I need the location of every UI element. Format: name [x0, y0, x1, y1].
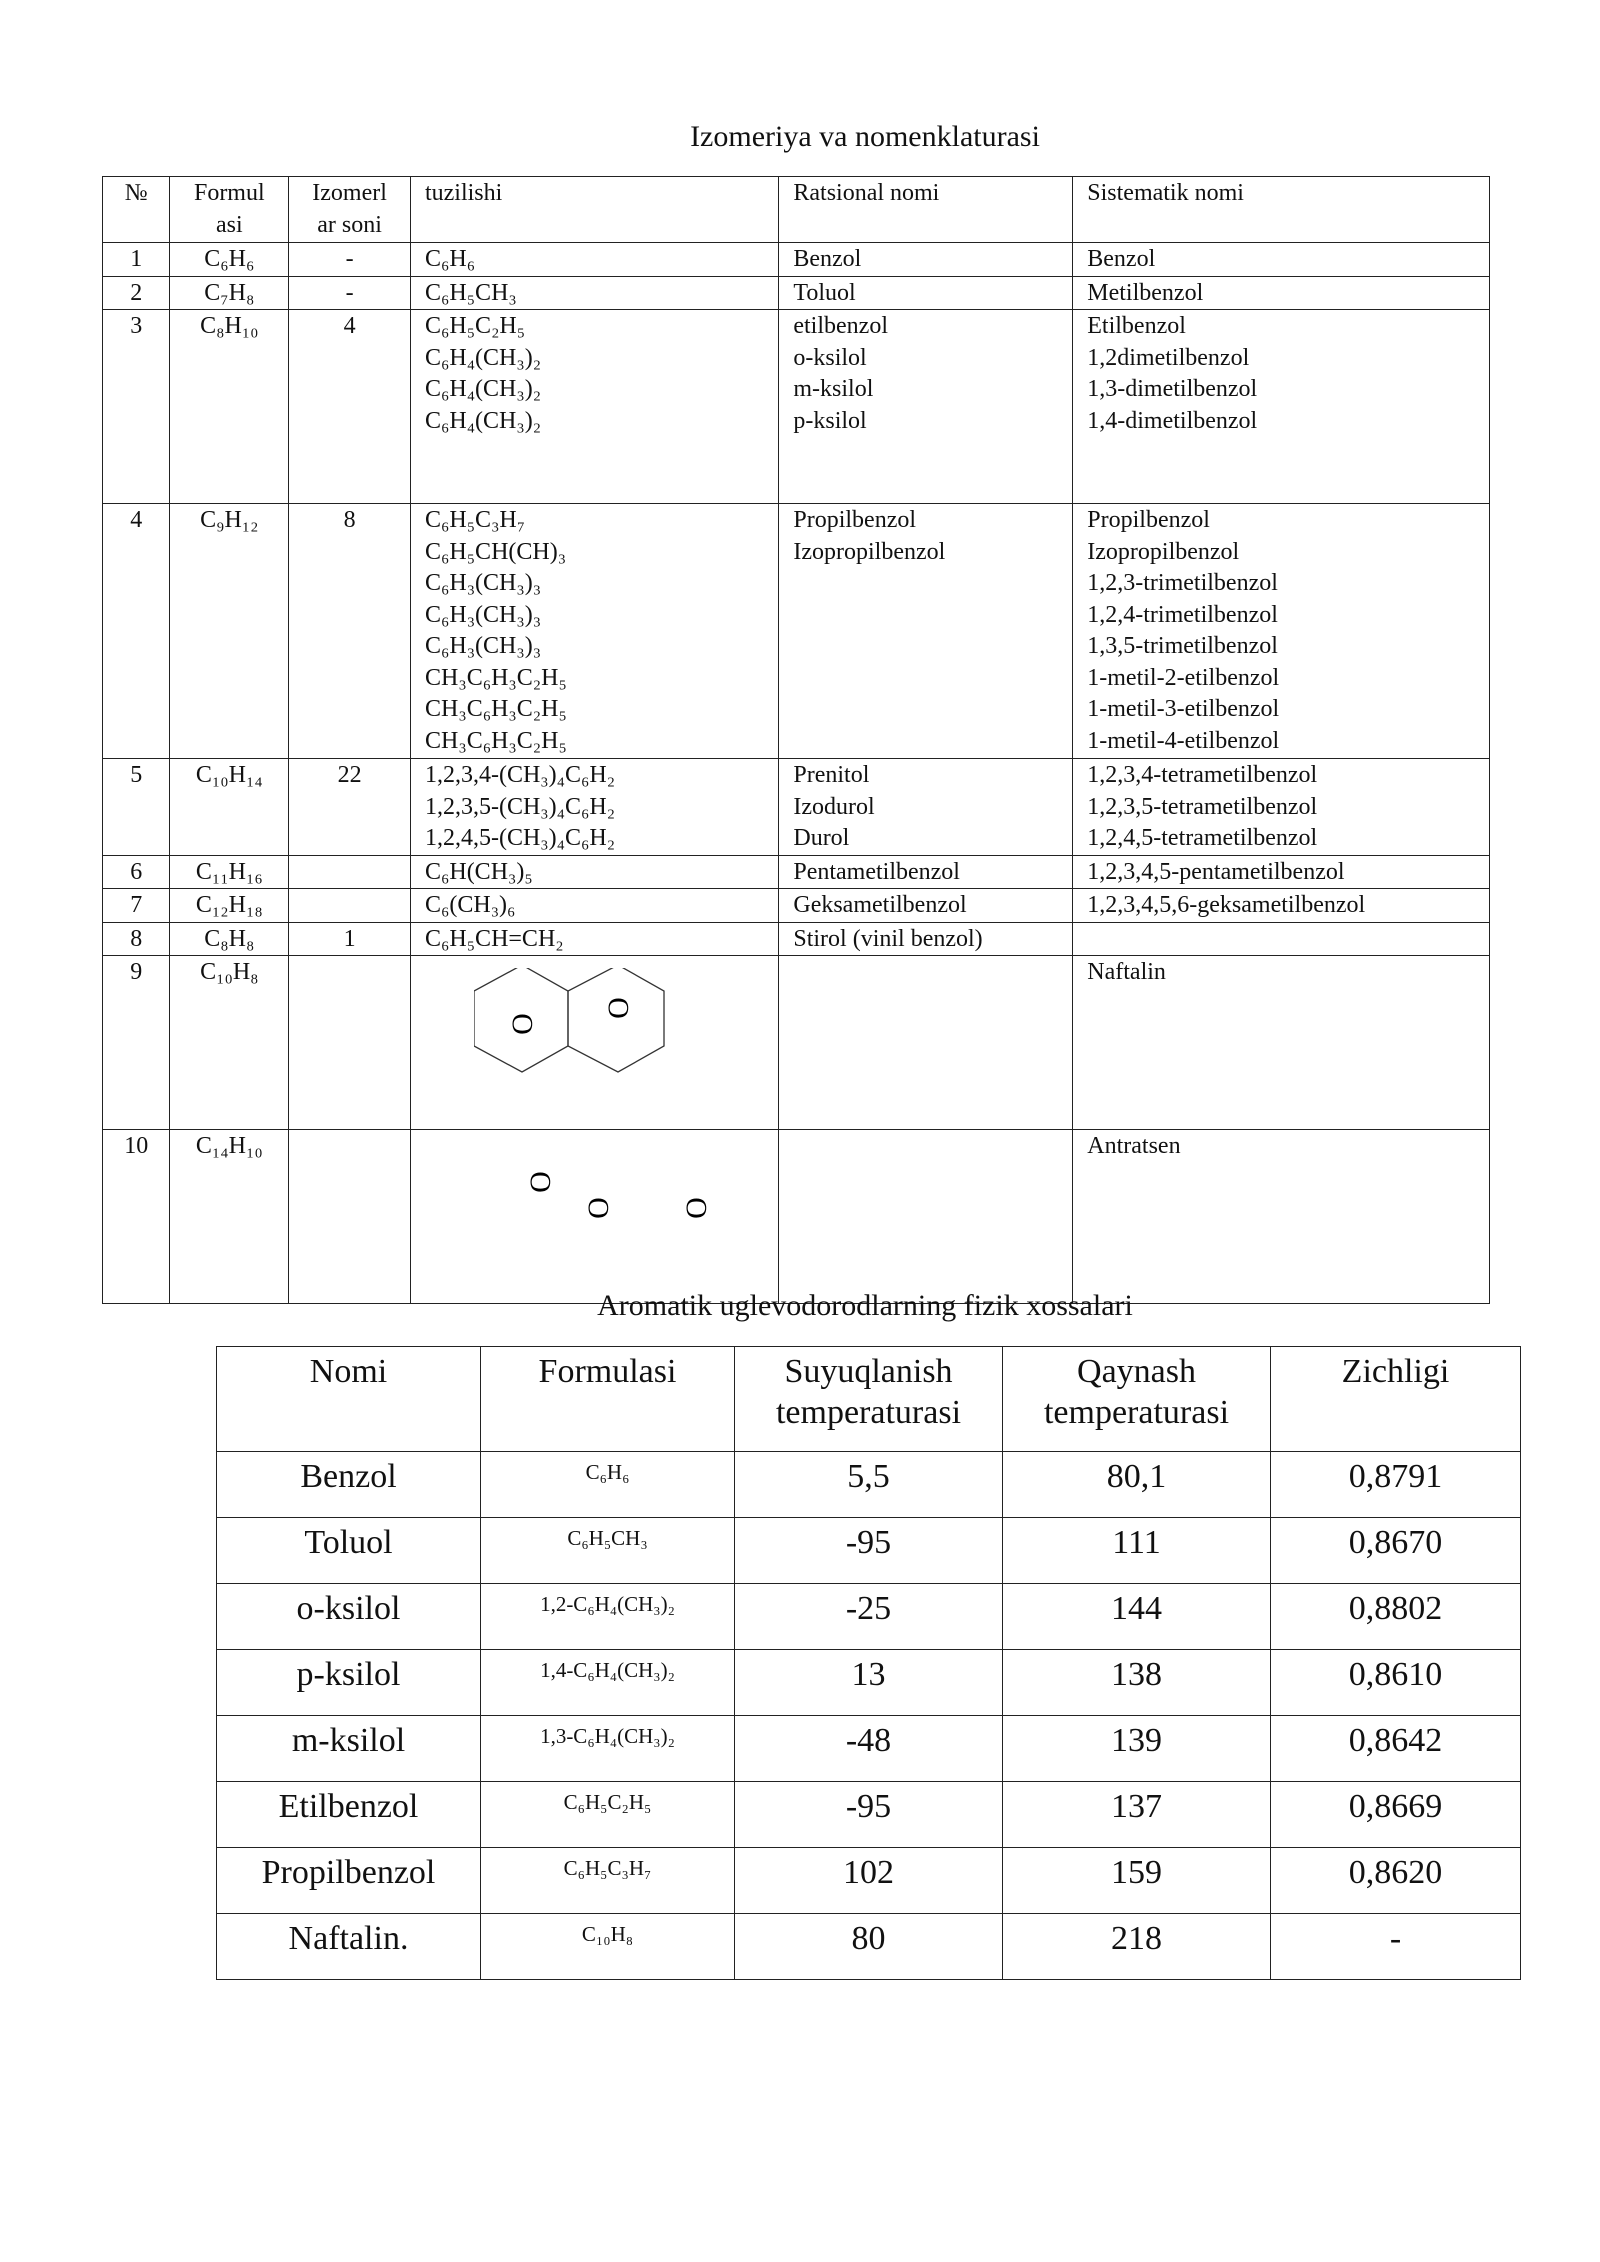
cell-melting-temp: 102 — [735, 1848, 1003, 1914]
row-number: 5 — [103, 759, 170, 856]
cell-melting-temp: 5,5 — [735, 1452, 1003, 1518]
row-isomer-count: 4 — [289, 310, 411, 504]
row-formula: C₁₁H₁₆ — [170, 855, 289, 889]
table-row — [103, 956, 1490, 1130]
row-systematic-name — [1073, 276, 1490, 310]
row-structure — [410, 276, 778, 310]
cell-line: Propilbenzol — [793, 507, 917, 533]
row-systematic-name — [1073, 855, 1490, 889]
row-systematic-name — [1073, 956, 1490, 1130]
cell-line: CH₃C₆H₃C₂H₅ — [424, 696, 567, 722]
cell-line: asi — [215, 211, 243, 238]
header-formula: Formulasi — [481, 1347, 735, 1452]
cell-density: 0,8620 — [1271, 1848, 1521, 1914]
header-boiling-temp: Qaynash temperaturasi — [1003, 1347, 1271, 1452]
row-formula: C₈H₁₀ — [170, 310, 289, 504]
row-systematic-name — [1073, 504, 1490, 759]
table-row — [103, 504, 1490, 759]
cell-line: Metilbenzol — [1087, 279, 1204, 306]
table-row — [103, 243, 1490, 277]
cell-line: Izodurol — [793, 793, 875, 820]
cell-line: C₆H₅CH(CH)₃ — [424, 538, 567, 565]
cell-boiling-temp: 137 — [1003, 1782, 1271, 1848]
cell-line: C₆H₄(CH₃)₂ — [424, 407, 542, 434]
row-isomer-count: 8 — [289, 504, 411, 759]
table1-header-row — [103, 177, 1490, 243]
cell-name: Etilbenzol — [217, 1782, 481, 1848]
cell-line: 1,2,3,4-tetrametilbenzol — [1087, 762, 1318, 788]
cell-formula: C₆H₅C₂H₅ — [481, 1782, 735, 1848]
cell-line: Toluol — [793, 279, 856, 306]
cell-line: Pentametilbenzol — [793, 858, 960, 885]
cell-line: m-ksilol — [793, 376, 874, 402]
cell-line: 1,2,3,4-(CH₃)₄C₆H₂ — [424, 762, 616, 788]
row-number: 4 — [103, 504, 170, 759]
header-structure: tuzilishi — [410, 177, 778, 243]
row-number: 2 — [103, 276, 170, 310]
row-isomer-count: 1 — [289, 922, 411, 956]
row-isomer-count: - — [289, 243, 411, 277]
row-systematic-name — [1073, 889, 1490, 923]
row-rational-name — [779, 956, 1073, 1130]
cell-line: 1,2,3,5-(CH₃)₄C₆H₂ — [424, 793, 616, 820]
row-number: 6 — [103, 855, 170, 889]
cell-density: 0,8670 — [1271, 1518, 1521, 1584]
header-formula — [170, 177, 289, 243]
cell-line: 1,4-dimetilbenzol — [1087, 407, 1258, 434]
row-number: 7 — [103, 889, 170, 923]
row-rational-name — [779, 922, 1073, 956]
table-row — [217, 1716, 1521, 1782]
cell-density: 0,8791 — [1271, 1452, 1521, 1518]
header-melting-temp: Suyuqlanish temperaturasi — [735, 1347, 1003, 1452]
row-rational-name — [779, 504, 1073, 759]
anthracene-ring-1-label: O — [524, 1171, 557, 1193]
anthracene-ring-2-label: O — [582, 1197, 615, 1219]
table-row — [103, 1130, 1490, 1304]
cell-formula: C₆H₅C₃H₇ — [481, 1848, 735, 1914]
cell-formula: C₁₀H₈ — [481, 1914, 735, 1980]
header-density: Zichligi — [1271, 1347, 1521, 1452]
cell-line: Izopropilbenzol — [1087, 538, 1240, 565]
cell-line: Prenitol — [793, 762, 870, 788]
cell-line: 1,2,3-trimetilbenzol — [1087, 570, 1278, 596]
cell-line: ar soni — [317, 211, 382, 238]
row-isomer-count — [289, 889, 411, 923]
cell-melting-temp: -95 — [735, 1518, 1003, 1584]
cell-name: p-ksilol — [217, 1650, 481, 1716]
naphthalene-ring-1-label: O — [506, 1013, 539, 1035]
cell-boiling-temp: 159 — [1003, 1848, 1271, 1914]
row-systematic-name — [1073, 1130, 1490, 1304]
row-rational-name — [779, 1130, 1073, 1304]
row-formula: C₁₂H₁₈ — [170, 889, 289, 923]
row-systematic-name — [1073, 759, 1490, 856]
table-row — [103, 310, 1490, 504]
cell-line: Propilbenzol — [1087, 507, 1210, 533]
table-row — [217, 1782, 1521, 1848]
cell-density: 0,8669 — [1271, 1782, 1521, 1848]
table-row — [103, 276, 1490, 310]
cell-boiling-temp: 111 — [1003, 1518, 1271, 1584]
cell-line: C₆H₃(CH₃)₃ — [424, 570, 542, 596]
table-row — [103, 889, 1490, 923]
cell-line: Izomerl — [312, 180, 387, 206]
table-row — [217, 1518, 1521, 1584]
cell-density: 0,8642 — [1271, 1716, 1521, 1782]
row-structure — [410, 889, 778, 923]
row-number: 1 — [103, 243, 170, 277]
cell-line: 1,3,5-trimetilbenzol — [1087, 633, 1278, 659]
cell-boiling-temp: 218 — [1003, 1914, 1271, 1980]
cell-line: C₆H₅C₃H₇ — [424, 507, 526, 533]
cell-line: C₆H₃(CH₃)₃ — [424, 601, 542, 628]
row-number: 3 — [103, 310, 170, 504]
table2-header-row — [217, 1347, 1521, 1452]
table1-title: Izomeriya va nomenklaturasi — [690, 120, 1040, 153]
cell-line: Benzol — [793, 246, 862, 272]
cell-name: Toluol — [217, 1518, 481, 1584]
cell-line: 1-metil-4-etilbenzol — [1087, 727, 1280, 754]
anthracene-ring-3-label: O — [680, 1197, 713, 1219]
header-isomer-count — [289, 177, 411, 243]
cell-line: 1,2dimetilbenzol — [1087, 344, 1250, 371]
cell-line: 1,2,3,4,5-pentametilbenzol — [1087, 858, 1345, 885]
cell-line: 1,3-dimetilbenzol — [1087, 376, 1258, 402]
cell-density: 0,8802 — [1271, 1584, 1521, 1650]
row-formula: C₁₄H₁₀ — [170, 1130, 289, 1304]
row-rational-name — [779, 276, 1073, 310]
cell-melting-temp: -25 — [735, 1584, 1003, 1650]
header-number: № — [103, 177, 170, 243]
cell-line: Etilbenzol — [1087, 313, 1186, 339]
cell-line: Antratsen — [1087, 1133, 1181, 1159]
row-isomer-count: - — [289, 276, 411, 310]
header-name: Nomi — [217, 1347, 481, 1452]
table-row — [217, 1650, 1521, 1716]
cell-line: 1,2,3,5-tetrametilbenzol — [1087, 793, 1318, 820]
cell-melting-temp: -95 — [735, 1782, 1003, 1848]
cell-boiling-temp: 80,1 — [1003, 1452, 1271, 1518]
cell-line: 1,2,4,5-(CH₃)₄C₆H₂ — [424, 825, 616, 851]
row-formula: C₆H₆ — [170, 243, 289, 277]
cell-formula: 1,3-C₆H₄(CH₃)₂ — [481, 1716, 735, 1782]
row-structure — [410, 759, 778, 856]
table2-title: Aromatik uglevodorodlarning fizik xossalari — [597, 1289, 1133, 1322]
row-structure — [410, 504, 778, 759]
cell-line: Durol — [793, 825, 850, 851]
cell-line: C₆H₅C₂H₅ — [424, 313, 526, 339]
cell-formula: 1,4-C₆H₄(CH₃)₂ — [481, 1650, 735, 1716]
row-isomer-count: 22 — [289, 759, 411, 856]
anthracene-structure-icon — [520, 1168, 720, 1228]
cell-line: etilbenzol — [793, 313, 888, 339]
cell-line: Naftalin — [1087, 959, 1166, 985]
naphthalene-structure-icon — [474, 968, 674, 1088]
table-row — [217, 1452, 1521, 1518]
row-structure — [410, 922, 778, 956]
cell-line: Stirol (vinil benzol) — [793, 925, 983, 952]
row-formula: C₁₀H₁₄ — [170, 759, 289, 856]
cell-line: 1,2,3,4,5,6-geksametilbenzol — [1087, 892, 1366, 918]
cell-formula: C₆H₆ — [481, 1452, 735, 1518]
cell-density: 0,8610 — [1271, 1650, 1521, 1716]
row-number: 10 — [103, 1130, 170, 1304]
cell-melting-temp: -48 — [735, 1716, 1003, 1782]
cell-line: C₆H₄(CH₃)₂ — [424, 376, 542, 402]
cell-boiling-temp: 138 — [1003, 1650, 1271, 1716]
row-systematic-name — [1073, 922, 1490, 956]
cell-line: p-ksilol — [793, 407, 867, 434]
cell-line: Geksametilbenzol — [793, 892, 967, 918]
row-rational-name — [779, 310, 1073, 504]
row-isomer-count — [289, 855, 411, 889]
table-row — [103, 759, 1490, 856]
header-rational-name: Ratsional nomi — [779, 177, 1073, 243]
row-rational-name — [779, 759, 1073, 856]
cell-line: 1,2,4,5-tetrametilbenzol — [1087, 825, 1318, 851]
row-rational-name — [779, 889, 1073, 923]
cell-line: C₆H₅CH=CH₂ — [424, 925, 564, 952]
cell-line: C₆(CH₃)₆ — [424, 892, 516, 918]
cell-line: CH₃C₆H₃C₂H₅ — [424, 727, 567, 754]
table-row — [103, 855, 1490, 889]
row-rational-name — [779, 243, 1073, 277]
row-formula: C₁₀H₈ — [170, 956, 289, 1130]
row-number: 9 — [103, 956, 170, 1130]
header-systematic-name: Sistematik nomi — [1073, 177, 1490, 243]
cell-line: CH₃C₆H₃C₂H₅ — [424, 664, 567, 691]
cell-line: Izopropilbenzol — [793, 538, 946, 565]
row-number: 8 — [103, 922, 170, 956]
row-formula: C₈H₈ — [170, 922, 289, 956]
row-structure — [410, 243, 778, 277]
cell-formula: C₆H₅CH₃ — [481, 1518, 735, 1584]
cell-melting-temp: 80 — [735, 1914, 1003, 1980]
row-isomer-count — [289, 956, 411, 1130]
row-structure — [410, 310, 778, 504]
table-row — [217, 1584, 1521, 1650]
row-isomer-count — [289, 1130, 411, 1304]
row-formula: C₇H₈ — [170, 276, 289, 310]
cell-name: o-ksilol — [217, 1584, 481, 1650]
naphthalene-ring-2-label: O — [602, 997, 635, 1019]
row-formula: C₉H₁₂ — [170, 504, 289, 759]
cell-line: 1,2,4-trimetilbenzol — [1087, 601, 1278, 628]
cell-boiling-temp: 144 — [1003, 1584, 1271, 1650]
cell-line: C₆H₆ — [424, 246, 476, 272]
cell-line: 1-metil-3-etilbenzol — [1087, 696, 1280, 722]
row-systematic-name — [1073, 243, 1490, 277]
cell-line: C₆H(CH₃)₅ — [424, 858, 533, 885]
cell-line: Benzol — [1087, 246, 1156, 272]
cell-melting-temp: 13 — [735, 1650, 1003, 1716]
cell-name: m-ksilol — [217, 1716, 481, 1782]
table-row — [217, 1914, 1521, 1980]
table-row — [103, 922, 1490, 956]
row-structure — [410, 855, 778, 889]
cell-density: - — [1271, 1914, 1521, 1980]
cell-line: Formul — [193, 180, 265, 206]
cell-name: Propilbenzol — [217, 1848, 481, 1914]
table-row — [217, 1848, 1521, 1914]
cell-name: Benzol — [217, 1452, 481, 1518]
cell-line: C₆H₄(CH₃)₂ — [424, 344, 542, 371]
isomer-table — [102, 176, 1490, 1304]
cell-line: 1-metil-2-etilbenzol — [1087, 664, 1280, 691]
physical-properties-table — [216, 1346, 1521, 1980]
cell-line: o-ksilol — [793, 344, 867, 371]
cell-name: Naftalin. — [217, 1914, 481, 1980]
cell-formula: 1,2-C₆H₄(CH₃)₂ — [481, 1584, 735, 1650]
cell-boiling-temp: 139 — [1003, 1716, 1271, 1782]
row-systematic-name — [1073, 310, 1490, 504]
cell-line: C₆H₃(CH₃)₃ — [424, 633, 542, 659]
row-rational-name — [779, 855, 1073, 889]
cell-line: C₆H₅CH₃ — [424, 279, 517, 306]
